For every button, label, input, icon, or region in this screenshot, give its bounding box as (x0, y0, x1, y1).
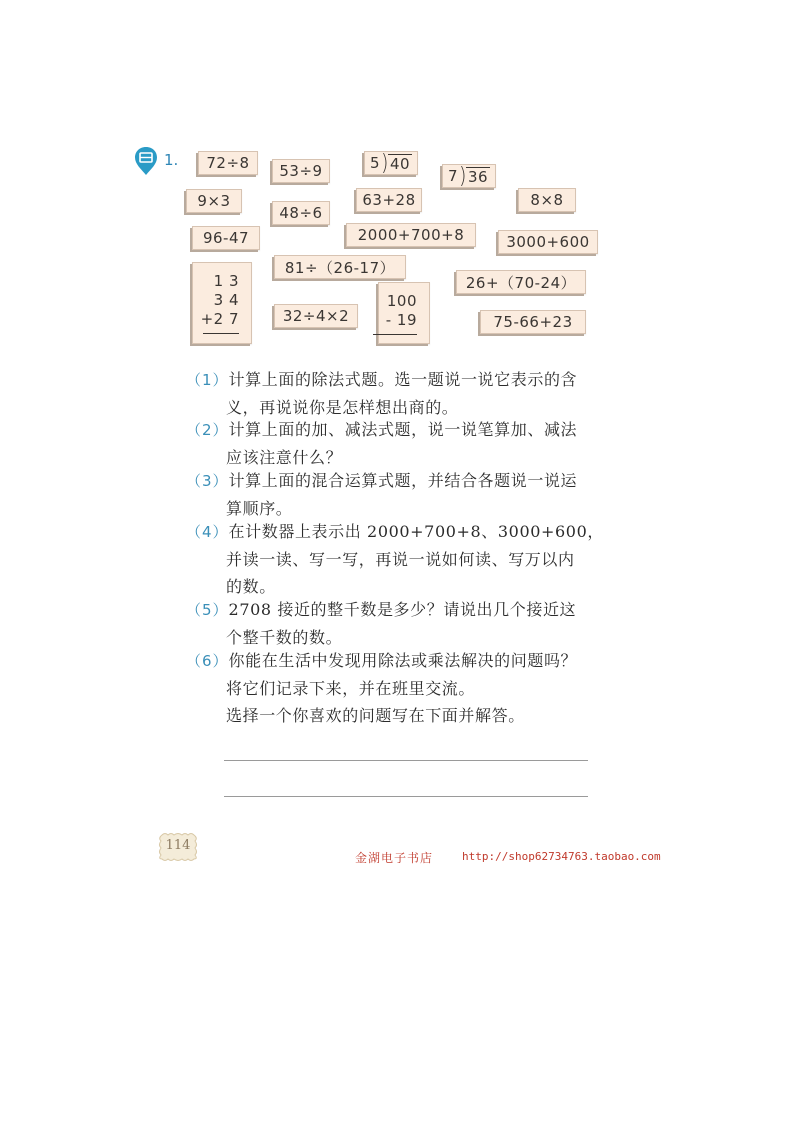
question-text-line: 算顺序。 (226, 499, 293, 518)
expr-text: 8×8 (530, 191, 564, 209)
expr-text: 96-47 (202, 229, 250, 247)
question-text-line: 个整千数的数。 (226, 628, 343, 647)
question-number: （3） (186, 472, 229, 490)
question-text-line: 计算上面的加、减法式题，说一说笔算加、减法 (228, 420, 578, 439)
question-number: （6） (186, 652, 229, 670)
question-number: （5） (186, 601, 229, 619)
question-text-line: 的数。 (226, 577, 276, 596)
question-text-line: 你能在生活中发现用除法或乘法解决的问题吗？ (228, 651, 578, 670)
expr-card-longdiv-7-36 (442, 164, 496, 188)
question-text-line: 应该注意什么？ (226, 448, 343, 467)
exercise-number: 1. (164, 151, 179, 169)
expr-card-63-plus-28 (356, 188, 422, 212)
sum-line (203, 333, 239, 334)
expr-card-3000-600 (498, 230, 598, 254)
question-text-line: 选择一个你喜欢的问题写在下面并解答。 (226, 706, 525, 725)
long-division (447, 163, 490, 189)
expr-card-32-div-4-times-2 (274, 304, 358, 328)
expr-text: 9×3 (197, 192, 231, 210)
question-number: （4） (186, 523, 229, 541)
expr-card-longdiv-5-40 (364, 151, 418, 175)
question-3 (186, 467, 606, 522)
divisor: 5 (369, 154, 381, 172)
division-bracket-icon: ) (381, 150, 389, 176)
question-number: （1） (186, 371, 229, 389)
expr-card-96-minus-47 (192, 226, 260, 250)
expr-text: 32÷4×2 (282, 307, 350, 325)
answer-line[interactable] (224, 796, 588, 797)
question-4 (186, 518, 606, 600)
subtrahend: - 19 (385, 310, 417, 329)
division-bracket-icon: ) (459, 163, 467, 189)
question-text-line: 2708 接近的整千数是多少？请说出几个接近这 (228, 600, 577, 619)
page-number: 114 (165, 838, 191, 853)
addend-3: +2 7 (200, 310, 239, 328)
expr-text: 75-66+23 (493, 313, 573, 331)
question-5 (186, 596, 606, 651)
question-text-line: 将它们记录下来，并在班里交流。 (226, 679, 476, 698)
question-text-line: 义，再说说你是怎样想出商的。 (226, 398, 459, 417)
expr-text: 72÷8 (206, 154, 250, 172)
addend-2: 3 4 (213, 291, 239, 309)
expr-card-48-div-6 (272, 201, 330, 225)
expr-card-9-times-3 (186, 189, 242, 213)
expr-card-vertical-addition (192, 262, 252, 344)
question-2 (186, 416, 606, 471)
question-text-line: 计算上面的混合运算式题，并结合各题说一说运 (228, 471, 578, 490)
question-6 (186, 647, 606, 729)
expr-card-75-minus-66-plus-23 (480, 310, 586, 334)
long-division (369, 150, 412, 176)
minuend: 100 (386, 291, 417, 310)
addend-1: 1 3 (213, 272, 239, 290)
question-number: （2） (186, 421, 229, 439)
expr-text: 81÷（26-17） (284, 258, 396, 277)
question-text-line: 并读一读、写一写，再说一说如何读、写万以内 (226, 550, 575, 569)
expr-text: 53÷9 (279, 162, 323, 180)
expr-card-26-plus-paren (456, 270, 586, 294)
question-1 (186, 366, 606, 421)
section-marker-icon (134, 146, 158, 176)
dividend: 40 (389, 154, 411, 173)
shop-url-link[interactable]: http://shop62734763.taobao.com (462, 850, 661, 863)
expr-card-72-div-8 (198, 151, 258, 175)
expr-card-8-times-8 (518, 188, 576, 212)
expr-card-81-div-paren (274, 255, 406, 279)
question-text-line: 计算上面的除法式题。选一题说一说它表示的含 (228, 370, 578, 389)
expr-card-vertical-subtraction (378, 282, 430, 344)
expr-card-2000-700-8 (346, 223, 476, 247)
divisor: 7 (447, 167, 459, 185)
difference-line (373, 334, 417, 335)
expr-text: 48÷6 (279, 204, 323, 222)
expr-text: 63+28 (362, 191, 416, 209)
question-text-line: 在计数器上表示出 2000+700+8、3000+600， (228, 522, 604, 541)
dividend: 36 (467, 167, 489, 186)
answer-line[interactable] (224, 760, 588, 761)
shop-name: 金湖电子书店 (355, 851, 434, 865)
expr-text: 26+（70-24） (465, 273, 577, 292)
expr-card-53-div-9 (272, 159, 330, 183)
page-number-badge (156, 831, 200, 863)
expr-text: 2000+700+8 (357, 226, 465, 244)
expr-text: 3000+600 (506, 233, 590, 251)
